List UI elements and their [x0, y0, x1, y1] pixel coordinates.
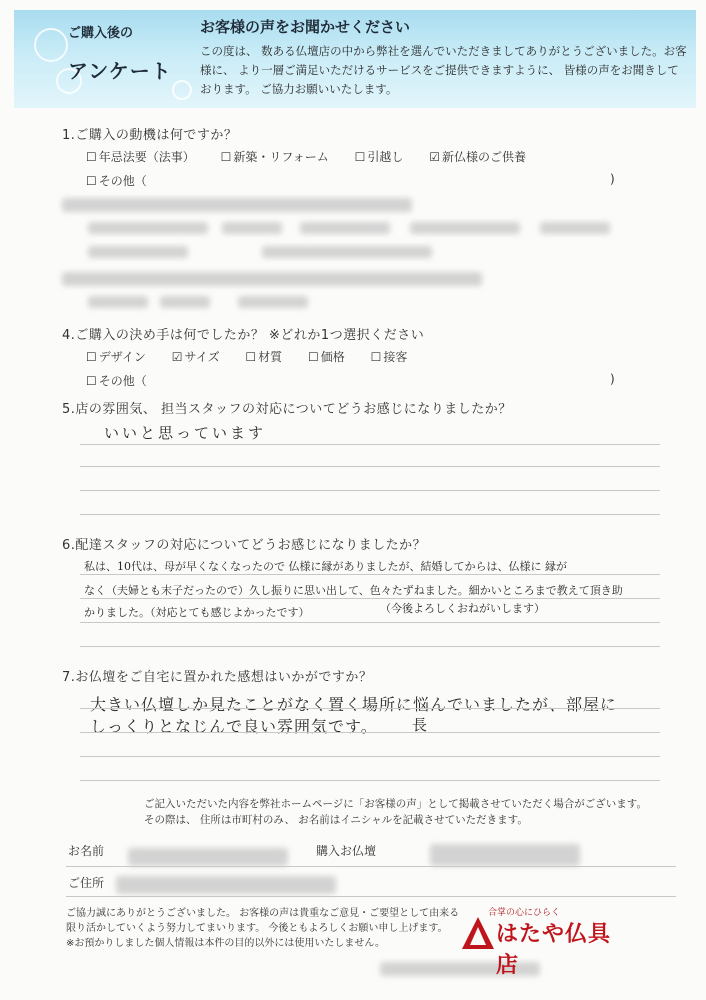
- name-value-redacted: [128, 848, 288, 866]
- intro-text: この度は、 数ある仏壇店の中から弊社を選んでいただきましてありがとうございました。お客様に、 より一層ご満足いただけるサービスをご提供できますように、 皆様の声をお聞きしております。 ご協力お願いいたします。: [200, 44, 687, 96]
- page-title: お客様の声をお聞かせください: [200, 18, 411, 36]
- logo-mark-icon: [460, 915, 496, 951]
- redacted-option: [160, 296, 210, 308]
- q6-answer-line-1: 私は、10代は、母が早くなくなったので 仏様に縁がありましたが、結婚してからは、仏様に 縁が: [84, 560, 567, 573]
- answer-line: [80, 598, 660, 599]
- answer-line: [80, 780, 660, 781]
- answer-line: [80, 756, 660, 757]
- q6-answer-line-2: なく（夫婦とも末子だったので）久し振りに思い出して、色々たずねました。細かいところまで教えて頂き助: [84, 584, 623, 597]
- question-4: 4.ご購入の決め手は何でしたか？ ※どれか1つ選択ください: [62, 328, 425, 343]
- q4-option-price[interactable]: ☐ 価格: [308, 350, 345, 364]
- footer-line-3: ※お預かりしました個人情報は本件の目的以外には使用いたしません。: [66, 938, 385, 949]
- question-7: 7.お仏壇をご自宅に置かれた感想はいかがですか？: [62, 670, 373, 685]
- question-6: 6.配達スタッフの対応についてどうお感じになりましたか？: [62, 538, 427, 553]
- redacted-option: [410, 222, 520, 234]
- field-line: [66, 896, 676, 897]
- q1-other: [86, 172, 169, 189]
- question-1: 1.ご購入の動機は何ですか？: [62, 128, 238, 143]
- q4-other-close: ): [610, 372, 615, 386]
- question-5: 5.店の雰囲気、 担当スタッフの対応についてどうお感じになりましたか？: [62, 402, 512, 417]
- redacted-option: [88, 222, 208, 234]
- purchase-value-redacted: [430, 844, 580, 866]
- q1-option-new-buddha[interactable]: ☑ 新仏様のご供養: [429, 150, 526, 164]
- logo-name: はたや仏具店: [496, 922, 612, 978]
- q1-other-close: ): [610, 172, 615, 186]
- q1-option-memorial[interactable]: ☐ 年忌法要（法事）: [86, 150, 195, 164]
- address-value-redacted: [116, 876, 336, 894]
- q5-answer: いいと思っています: [104, 424, 267, 442]
- answer-line: [80, 466, 660, 467]
- redacted-option: [540, 222, 610, 234]
- tag-small-text: ご購入後の: [68, 26, 134, 41]
- redacted-option: [262, 246, 432, 258]
- q4-option-service[interactable]: ☐ 接客: [371, 350, 408, 364]
- q1-options: [86, 148, 548, 165]
- publication-notice-line-2: その際は、 住所は市町村のみ、 お名前はイニシャルを記載させていただきます。: [144, 814, 528, 826]
- q4-option-material[interactable]: ☐ 材質: [245, 350, 282, 364]
- redacted-option: [88, 246, 188, 258]
- q6-answer-line-4: （今後よろしくおねがいします）: [380, 602, 545, 615]
- answer-line: [80, 490, 660, 491]
- footer-line-2: 限り活かしていくよう努力してまいります。 今後ともよろしくお願い申し上げます。: [66, 923, 448, 934]
- q7-answer-line-2: しっくりとなじんで良い雰囲気です。: [90, 717, 378, 736]
- name-label: お名前: [68, 844, 105, 858]
- redacted-option: [238, 296, 308, 308]
- answer-line: [80, 444, 660, 445]
- q1-option-moving[interactable]: ☐ 引越し: [355, 150, 404, 164]
- q6-answer-line-3: かりました。（対応とても感じよかったです）: [84, 606, 310, 619]
- q7-answer-signature: 長: [412, 716, 428, 734]
- q4-option-other[interactable]: ☐ その他（: [86, 374, 147, 388]
- redacted-question-3: [62, 272, 482, 286]
- redacted-option: [88, 296, 148, 308]
- company-logo: [460, 905, 630, 978]
- purchase-label: 購入お仏壇: [316, 844, 377, 858]
- redacted-question-2: [62, 198, 412, 212]
- answer-line: [80, 622, 660, 623]
- q4-options: [86, 348, 429, 365]
- redacted-option: [300, 222, 390, 234]
- answer-line: [80, 646, 660, 647]
- q4-option-design[interactable]: ☐ デザイン: [86, 350, 146, 364]
- tag-title: アンケート: [68, 59, 172, 83]
- answer-line: [80, 708, 660, 709]
- address-label: ご住所: [68, 876, 105, 890]
- q7-answer-line-1: 大きい仏壇しか見たことがなく置く場所に悩んでいましたが、部屋に: [90, 695, 618, 714]
- field-line: [66, 866, 676, 867]
- redacted-option: [222, 222, 282, 234]
- q4-option-size[interactable]: ☑ サイズ: [172, 350, 220, 364]
- logo-tagline: 合掌の心にひらく: [488, 908, 561, 918]
- q4-other: [86, 372, 169, 389]
- q1-option-renovation[interactable]: ☐ 新築・リフォーム: [221, 150, 329, 164]
- answer-line: [80, 514, 660, 515]
- publication-notice-line-1: ご記入いただいた内容を弊社ホームページに「お客様の声」として掲載させていただく場合がございます。: [144, 798, 647, 810]
- answer-line: [80, 574, 660, 575]
- q1-option-other[interactable]: ☐ その他（: [86, 174, 147, 188]
- footer-line-1: ご協力誠にありがとうございました。 お客様の声は貴重なご意見・ご要望として由来る: [66, 908, 460, 919]
- answer-line: [80, 732, 660, 733]
